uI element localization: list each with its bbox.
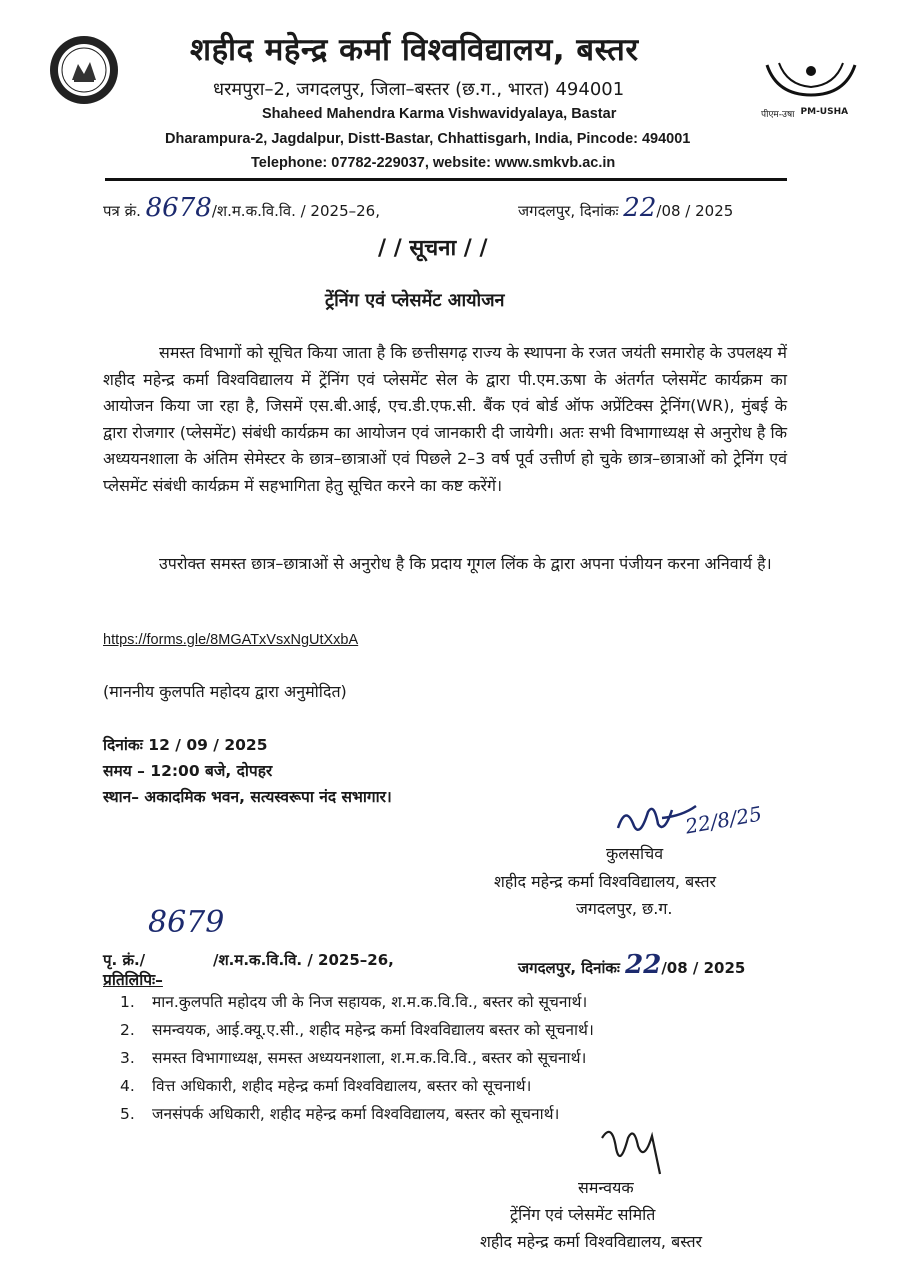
list-item-text: समन्वयक, आई.क्यू.ए.सी., शहीद महेन्द्र कर्मा विश्वविद्यालय बस्तर को सूचनार्थ। xyxy=(152,1021,594,1039)
list-item xyxy=(120,1100,594,1128)
university-name-hindi: शहीद महेन्द्र कर्मा विश्वविद्यालय, बस्तर xyxy=(190,32,639,68)
pm-usha-hindi: पीएम-उषा xyxy=(761,110,795,120)
pm-usha-logo xyxy=(757,55,865,125)
hands-icon xyxy=(757,55,865,103)
event-date: दिनांकः 12 / 09 / 2025 xyxy=(103,736,268,754)
copy-list xyxy=(120,988,594,1128)
ref-number-handwritten: 8678 xyxy=(145,193,212,223)
date-day-handwritten: 22 xyxy=(623,193,657,223)
list-item-number: 4. xyxy=(120,1077,135,1095)
notice-paragraph-2: उपरोक्त समस्त छात्र–छात्राओं से अनुरोध है कि प्रदाय गूगल लिंक के द्वारा अपना पंजीयन करना अनिवार्य है। xyxy=(159,554,772,573)
letter-date xyxy=(518,193,733,223)
coordinator-org: शहीद महेन्द्र कर्मा विश्वविद्यालय, बस्तर xyxy=(480,1232,703,1251)
copy-ref-suffix: /श.म.क.वि.वि. / 2025–26, xyxy=(213,951,394,969)
header-divider xyxy=(105,178,787,181)
registrar-org: शहीद महेन्द्र कर्मा विश्वविद्यालय, बस्तर xyxy=(494,872,717,891)
list-item-number: 3. xyxy=(120,1049,135,1067)
coordinator-committee: ट्रेंनिंग एवं प्लेसमेंट समिति xyxy=(510,1205,656,1224)
list-item-text: समस्त विभागाध्यक्ष, समस्त अध्ययनशाला, श.म.क.वि.वि., बस्तर को सूचनार्थ। xyxy=(152,1049,587,1067)
list-item xyxy=(120,988,594,1016)
list-item-number: 1. xyxy=(120,993,135,1011)
list-item-text: वित्त अधिकारी, शहीद महेन्द्र कर्मा विश्वविद्यालय, बस्तर को सूचनार्थ। xyxy=(152,1077,532,1095)
date-rest: /08 / 2025 xyxy=(656,202,734,220)
list-item-number: 2. xyxy=(120,1021,135,1039)
notice-title: / / सूचना / / xyxy=(378,236,488,261)
list-item-text: जनसंपर्क अधिकारी, शहीद महेन्द्र कर्मा विश्वविद्यालय, बस्तर को सूचनार्थ। xyxy=(152,1105,560,1123)
ref-prefix: पत्र क्रं. xyxy=(103,202,141,220)
notice-paragraph-1: समस्त विभागों को सूचित किया जाता है कि छत्तीसगढ़ राज्य के स्थापना के रजत जयंती समारोह के उपलक्ष्य में शहीद महेन्द्र कर्मा विश्वविद्यालय में ट्रेंनिंग एवं प्लेसमेंट सेल के द्वारा पी.एम.ऊषा के अंतर्गत प्लेसमेंट कार्यक्रम का आयोजन किया जा रहा है, जिसमें एस.बी.आई, एच.डी.एफ.सी. बैंक एवं बोर्ड ऑफ अप्रेंटिक्स ट्रेनिंग(WR), मुंबई के द्वारा रोजगार (प्लेसमेंट) संबंधी कार्यक्रम का आयोजन एवं जानकारी दी जायेगी। अतः सभी विभागाध्यक्ष से अनुरोध है कि अध्ययनशाला के अंतिम सेमेस्टर के छात्र–छात्राओं एवं पिछले 2–3 वर्ष पूर्व उत्तीर्ण हो चुके छात्र–छात्राओं को ट्रेनिंग एवं प्लेसमेंट संबंधी कार्यक्रम में सहभागिता हेतु सूचित करने का कष्ट करेंगें। xyxy=(103,343,787,495)
copy-ref-number-handwritten: 8679 xyxy=(148,905,225,940)
address-hindi: धरमपुरा–2, जगदलपुर, जिला–बस्तर (छ.ग., भारत) 494001 xyxy=(213,79,625,100)
address-english: Dharampura-2, Jagdalpur, Distt-Bastar, Chhattisgarh, India, Pincode: 494001 xyxy=(165,131,691,147)
list-item xyxy=(120,1016,594,1044)
event-venue: स्थान– अकादमिक भवन, सत्यस्वरूपा नंद सभागार। xyxy=(103,788,392,806)
letter-reference xyxy=(103,193,380,223)
approval-note: (माननीय कुलपति महोदय द्वारा अनुमोदित) xyxy=(103,682,347,701)
notice-subtitle: ट्रेंनिंग एवं प्लेसमेंट आयोजन xyxy=(325,290,505,311)
copy-date xyxy=(518,950,745,980)
registration-link[interactable]: https://forms.gle/8MGATxVsxNgUtXxbA xyxy=(103,632,359,648)
copy-date-rest: /08 / 2025 xyxy=(661,959,746,977)
event-time: समय – 12:00 बजे, दोपहर xyxy=(103,762,273,780)
ref-suffix: /श.म.क.वि.वि. / 2025–26, xyxy=(211,202,380,220)
telephone-website: Telephone: 07782-229037, website: www.smkvb.ac.in xyxy=(251,155,616,171)
copy-ref-prefix: पृ. क्रं./ xyxy=(103,951,146,969)
registrar-sign-date: 22/8/25 xyxy=(683,801,764,839)
coordinator-signature xyxy=(594,1118,674,1178)
university-name-english: Shaheed Mahendra Karma Vishwavidyalaya, Bastar xyxy=(262,106,617,122)
university-seal-logo xyxy=(48,34,120,106)
registrar-designation: कुलसचिव xyxy=(606,844,664,863)
list-item-number: 5. xyxy=(120,1105,135,1123)
list-item xyxy=(120,1072,594,1100)
list-item xyxy=(120,1044,594,1072)
copy-label: प्रतिलिपिः– xyxy=(103,971,163,989)
coordinator-designation: समन्वयक xyxy=(578,1178,634,1197)
registrar-place: जगदलपुर, छ.ग. xyxy=(576,899,673,918)
list-item-text: मान.कुलपति महोदय जी के निज सहायक, श.म.क.वि.वि., बस्तर को सूचनार्थ। xyxy=(152,993,588,1011)
date-label: जगदलपुर, दिनांकः xyxy=(518,202,619,220)
copy-date-label: जगदलपुर, दिनांकः xyxy=(518,959,620,977)
copy-date-day-handwritten: 22 xyxy=(625,950,662,980)
pm-usha-english: PM-USHA xyxy=(800,107,849,117)
